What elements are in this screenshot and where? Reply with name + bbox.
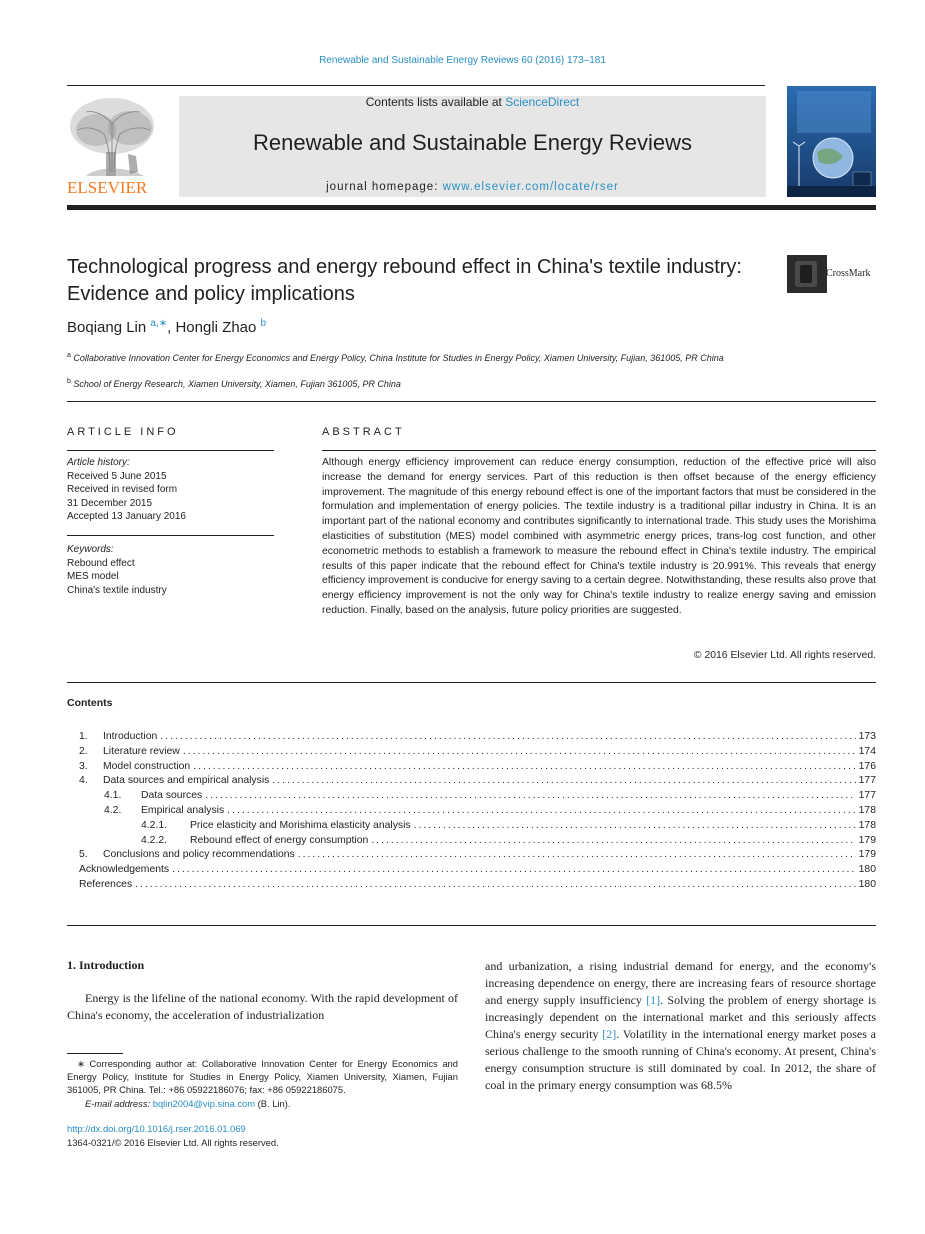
table-of-contents (67, 731, 876, 894)
affiliation-a: $^a$ Collaborative Innovation Center for Energy Economics and Energy Policy, China Institute for Studies in Energy Policy, Xiamen University, Fujian, 361005, PR China (67, 352, 724, 363)
article-info-heading: ARTICLE INFO (67, 426, 179, 438)
author-separator: , (167, 319, 172, 336)
running-head[interactable]: Renewable and Sustainable Energy Reviews 60 (2016) 173–181 (319, 55, 606, 66)
cover-icon (787, 86, 876, 197)
toc-entry[interactable]: 4. Data sources and empirical analysis ..... 177 (67, 775, 876, 790)
journal-title[interactable]: Renewable and Sustainable Energy Reviews (252, 130, 693, 155)
keywords: Keywords: Rebound effect MES model China's textile industry (67, 543, 274, 597)
crossmark-label[interactable]: CrossMark (826, 268, 871, 279)
section-heading: 1. Introduction (67, 958, 145, 972)
author-name[interactable]: Hongli Zhao (175, 319, 257, 336)
homepage-link[interactable]: www.elsevier.com/locate/rser (442, 181, 619, 193)
intro-right-column: and urbanization, a rising industrial demand for energy, and the economy's increasing dependence on energy, there are increasing fears of resource shortage and energy supply insufficiency [1]. Solving the problem of energy shortage is increasingly dependent on the international market and this seriously affects China's energy security [2]. Volatility in the international energy market poses a serious challenge to the smooth running of China's economy. At present, China's energy consumption structure is still dominated by coal. In 2012, the share of coal in the primary energy consumption was 68.5% (485, 959, 877, 1092)
abstract-rule (322, 450, 876, 451)
sciencedirect-link[interactable]: ScienceDirect (505, 95, 580, 109)
article-history: Article history: Received 5 June 2015 Received in revised form 31 December 2015 Accepted 13 January 2016 (67, 457, 186, 522)
author-affiliation-marker[interactable]: a,∗ (150, 318, 168, 329)
elsevier-logo[interactable] (66, 94, 162, 198)
keyword: MES model (67, 571, 119, 582)
intro-left-column: Energy is the lifeline of the national economy. With the rapid development of China's economy, the acceleration of industrialization (67, 991, 458, 1022)
footnote-rule (67, 1053, 123, 1054)
author-name[interactable]: Boqiang Lin (67, 319, 147, 336)
header-rule (67, 85, 765, 86)
toc-entry[interactable]: 5. Conclusions and policy recommendations ..... 179 (67, 849, 876, 864)
toc-entry[interactable]: 1. Introduction ..... 173 (67, 731, 876, 746)
keyword: Rebound effect (67, 557, 135, 569)
crossmark-badge[interactable] (787, 255, 827, 293)
citation-link[interactable]: [2] (602, 1027, 617, 1041)
email-link[interactable]: bqlin2004@vip.sina.com (152, 1097, 256, 1109)
contents-heading: Contents (67, 697, 113, 709)
doi-block: http://dx.doi.org/10.1016/j.rser.2016.01.069 1364-0321/© 2016 Elsevier Ltd. All rights reserved. (67, 1123, 279, 1148)
abstract-text: Although energy efficiency improvement can reduce energy consumption, reduction of the effective price will also increase the demand for energy services. Part of this reduction is then offset because of the energy efficiency improvement. The magnitude of this energy rebound effect is one of the important factors that must be considered in the formulation and implementation of energy policies. The textile industry is a traditional pillar industry in China. It is an important part of the national economy and contributes significantly to international trade. This study uses the Morishima elasticities of substitution (MES) model combined with asymmetric energy prices, trans-log cost function, and other econometric methods to establish a framework to measure the rebound effect in China's textile industry. The empirical results of this paper indicate that the rebound effect for China's textile industry is 20.991%. This reveals that energy efficiency improvement is conducive for energy saving to a certain degree. Notwithstanding, these results also prove that energy efficiency improvement is not the only way for China's textile industry to realize energy saving and emission reduction. Finally, based on the analysis, future policy priorities are suggested. (322, 457, 876, 616)
toc-entry[interactable]: Acknowledgements ..... 180 (67, 864, 876, 879)
toc-entry[interactable]: References ..... 180 (67, 879, 876, 894)
corresponding-author-footnote: ∗ Corresponding author at: Collaborative Innovation Center for Energy Economics and Energy Policy, Institute for Studies in Energy Policy, Xiamen University, Xiamen, Fujian 361005, PR China. Tel.: +86 05922186076; fax: +86 05922186075. E-mail address: bqlin2004@vip.sina.com (B. Lin). (67, 1058, 458, 1109)
citation-link[interactable]: [1] (646, 993, 661, 1007)
crossmark-icon (787, 255, 827, 293)
toc-entry[interactable]: 4.2.1. Price elasticity and Morishima elasticity analysis ..... 178 (67, 820, 876, 835)
toc-entry[interactable]: 4.2. Empirical analysis ..... 178 (67, 805, 876, 820)
author-list (67, 318, 266, 336)
contents-top-rule (67, 682, 876, 683)
masthead-thick-rule (67, 205, 876, 210)
keywords-rule (67, 535, 274, 536)
contents-bottom-rule (67, 925, 876, 926)
toc-entry[interactable]: 3. Model construction ..... 176 (67, 761, 876, 776)
author-affiliation-marker[interactable]: b (260, 318, 267, 329)
toc-entry[interactable]: 4.2.2. Rebound effect of energy consumption ..... 179 (67, 835, 876, 850)
journal-homepage: journal homepage: www.elsevier.com/locate/rser (326, 181, 619, 193)
article-title: Technological progress and energy rebound effect in China's textile industry: Evidence and policy implications (67, 256, 742, 305)
article-info-rule (67, 450, 274, 451)
abstract-heading: ABSTRACT (322, 426, 405, 438)
toc-entry[interactable]: 2. Literature review ..... 174 (67, 746, 876, 761)
publisher-name: ELSEVIER (67, 178, 148, 197)
affiliation-b: $^b$ School of Energy Research, Xiamen University, Xiamen, Fujian 361005, PR China (67, 378, 401, 389)
copyright-line: © 2016 Elsevier Ltd. All rights reserved. (693, 650, 876, 661)
title-block-rule (67, 401, 876, 402)
contents-available-line: Contents lists available at ScienceDirect (365, 95, 580, 109)
toc-entry[interactable]: 4.1. Data sources ..... 177 (67, 790, 876, 805)
keyword: China's textile industry (67, 584, 167, 596)
journal-cover-image[interactable] (787, 86, 876, 197)
doi-link[interactable]: http://dx.doi.org/10.1016/j.rser.2016.01.069 (67, 1123, 246, 1134)
